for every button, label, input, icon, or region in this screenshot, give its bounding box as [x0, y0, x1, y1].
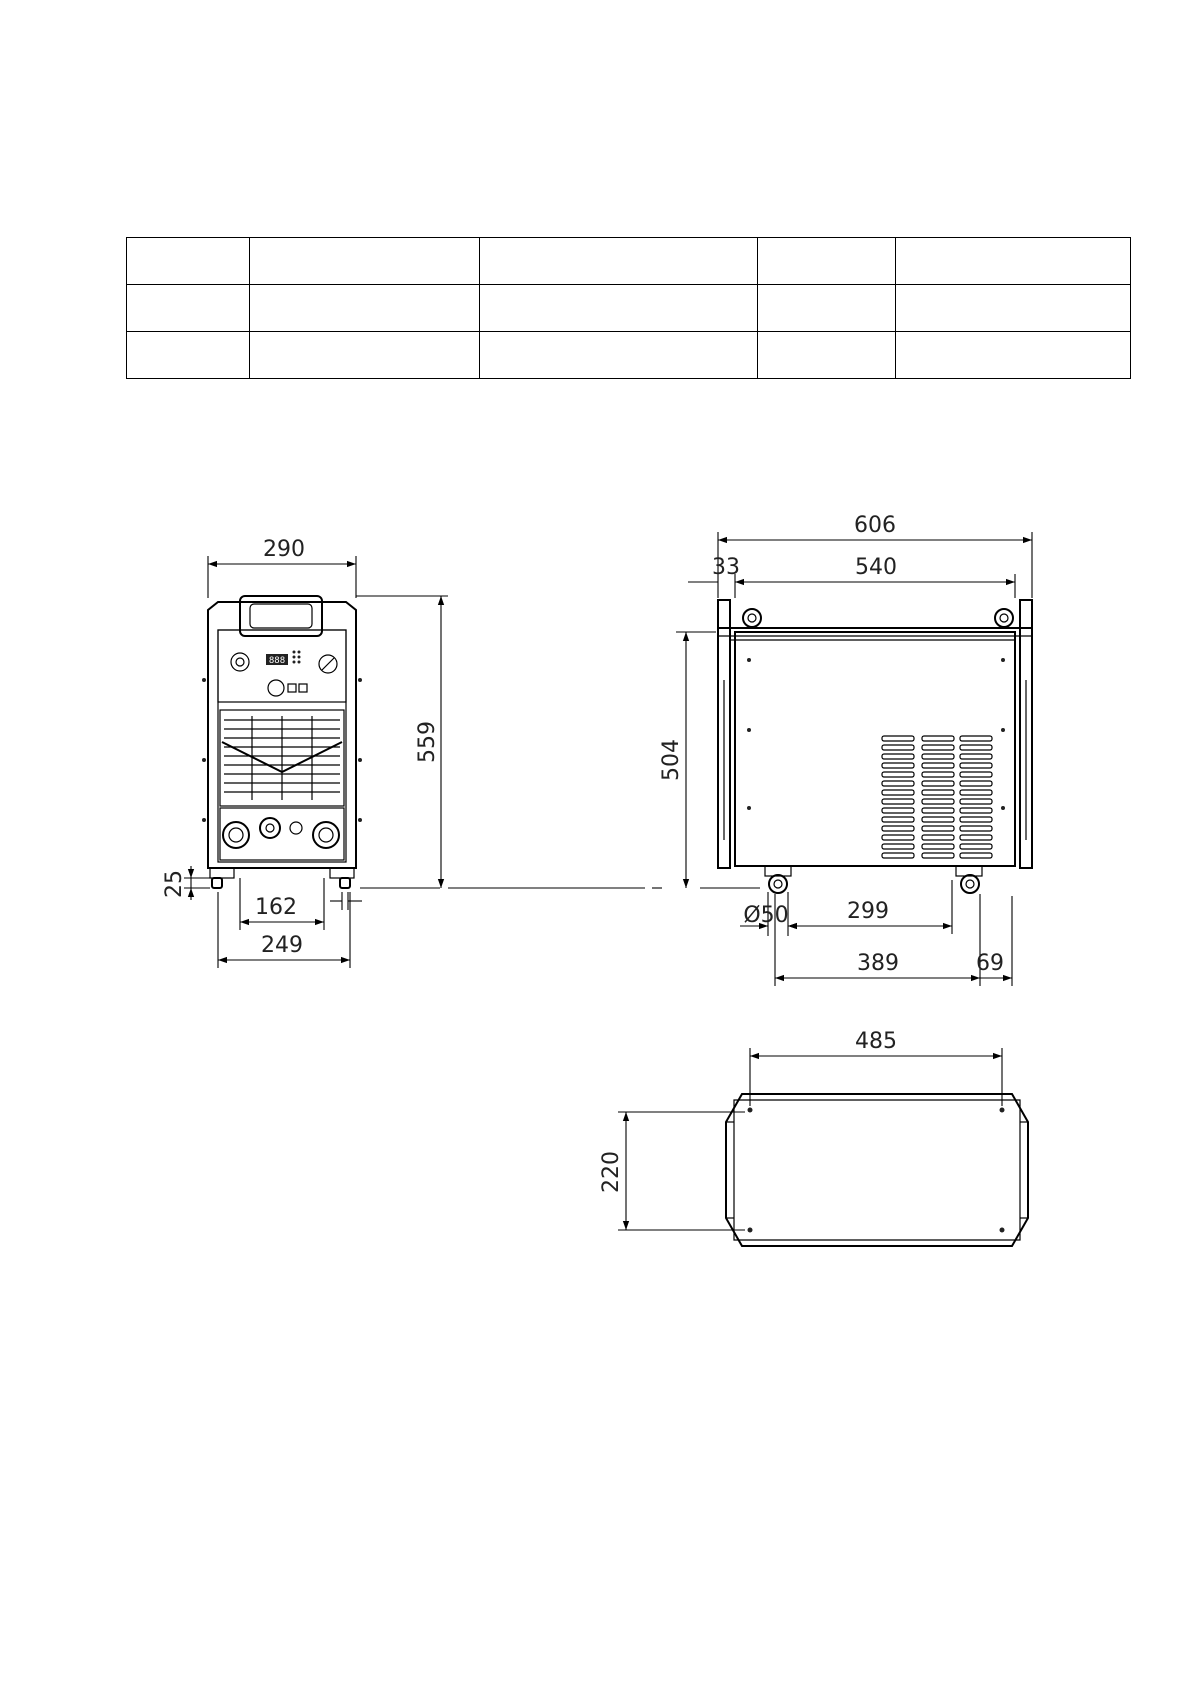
socket-panel — [220, 808, 344, 860]
front-view — [162, 537, 662, 968]
dim-frame-offset-33: 33 — [712, 555, 740, 580]
power-knob — [231, 653, 249, 671]
top-view — [599, 1029, 1028, 1246]
top-outline — [726, 1094, 1028, 1246]
dim-wheel-track-162: 162 — [255, 895, 297, 920]
side-view — [659, 513, 1032, 986]
wheel-rear — [961, 875, 979, 893]
main-dial — [268, 680, 284, 696]
dim-height-559: 559 — [415, 721, 440, 763]
socket-right — [313, 822, 339, 848]
wheel-front — [769, 875, 787, 893]
small-connector — [290, 822, 302, 834]
display-digits: 888 — [268, 656, 286, 666]
wheel-left — [212, 878, 222, 888]
dim-body-length-540: 540 — [855, 555, 897, 580]
socket-center — [260, 818, 280, 838]
dim-wheel-span-389: 389 — [857, 951, 899, 976]
lifting-eye-left — [743, 609, 761, 627]
dim-hole-spacing-485: 485 — [855, 1029, 897, 1054]
dim-foot-25: 25 — [162, 870, 187, 898]
dim-rear-overhang-69: 69 — [976, 951, 1004, 976]
wheel-right — [340, 878, 350, 888]
socket-left — [223, 822, 249, 848]
lifting-eye-right — [995, 609, 1013, 627]
dim-wheel-base-299: 299 — [847, 899, 889, 924]
dim-body-height-504: 504 — [659, 739, 684, 781]
dim-total-length-606: 606 — [854, 513, 896, 538]
dim-wheel-diameter: Ø50 — [743, 903, 789, 928]
dim-depth-220: 220 — [599, 1151, 624, 1193]
side-louvers — [882, 736, 992, 858]
dim-base-width-249: 249 — [261, 933, 303, 958]
dim-width-290: 290 — [263, 537, 305, 562]
